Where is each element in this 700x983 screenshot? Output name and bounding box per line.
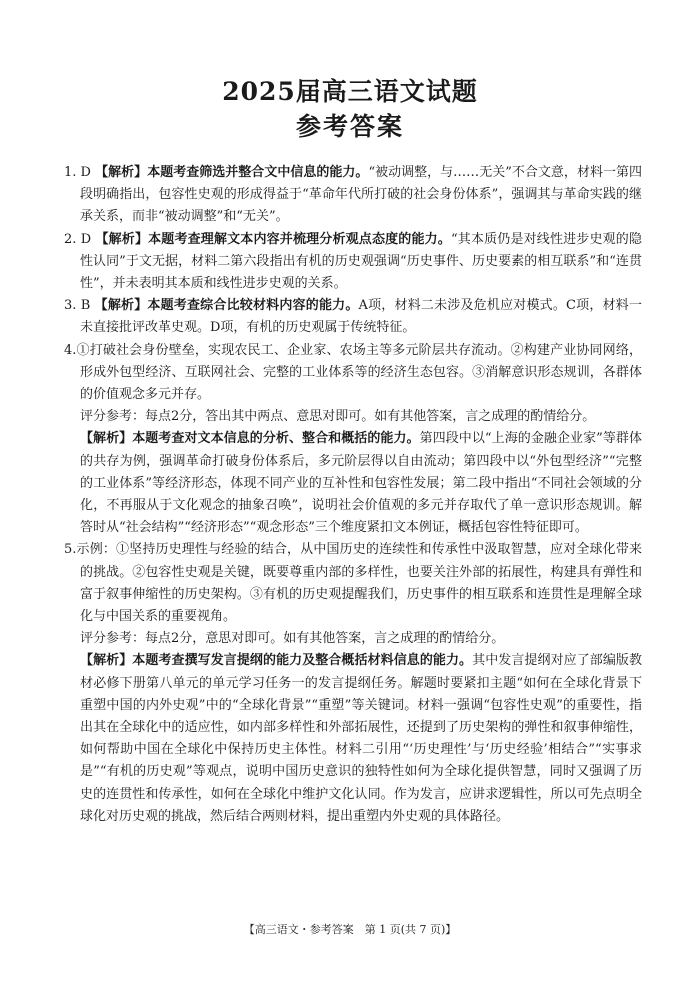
scoring-note-5: 评分参考：每点2分，意思对即可。如有其他答案，言之成理的酌情给分。 (80, 631, 505, 647)
page-subtitle: 参考答案 (295, 112, 404, 141)
answer-number: 2. D (64, 231, 92, 247)
answer-item-2 (64, 229, 642, 296)
analysis-text: 第四段中以“上海的金融企业家”等群体的共存为例，强调革命打破身份体系后，多元阶层得以自由流动；第四段中以“外包型经济”“完整的工业体系”等经济形态，体现不同产业的互补性和包容性发展；第二段中指出“不同社会领域的分化，不再服从于文化观念的抽象召唤”，说明社会价值观的多元并存取代了单一意识形态规训。解答时从“社会结构”“经济形态”“观念形态”三个维度紧扣文本例证，概括包容性特征即可。 (80, 431, 642, 536)
analysis-text: “被动调整，与……无关”不合文意，材料一第四段明确指出，包容性史观的形成得益于“革命年代所打破的社会身份体系”，强调其与革命实践的继承关系，而非“被动调整”和“无关”。 (80, 165, 642, 225)
answer-number: 5. (64, 542, 77, 558)
analysis-lead: 本题考查理解文本内容并梳理分析观点态度的能力。 (148, 231, 451, 247)
answer-number: 3. B (64, 298, 91, 314)
analysis-lead: 本题考查撰写发言提纲的能力及整合概括材料信息的能力。 (132, 653, 473, 669)
analysis-tag: 【解析】 (94, 298, 148, 314)
answer-item-4 (64, 340, 642, 407)
analysis-4 (64, 428, 642, 539)
analysis-lead: 本题考查综合比较材料内容的能力。 (147, 298, 359, 314)
answer-content (64, 162, 642, 828)
analysis-text: “其本质仍是对线性进步史观的隐性认同”于文无据，材料二第六段指出有机的历史观强调“历史事件、历史要素的相互联系”和“连贯性”，并未表明其本质和线性进步史观的关系。 (80, 231, 642, 292)
analysis-5 (64, 650, 642, 828)
analysis-lead: 本题考查筛选并整合文中信息的能力。 (147, 165, 369, 180)
analysis-tag: 【解析】 (80, 431, 133, 447)
analysis-lead: 本题考查对文本信息的分析、整合和概括的能力。 (132, 431, 420, 447)
scoring-note-4: 评分参考：每点2分，答出其中两点、意思对即可。如有其他答案，言之成理的酌情给分。 (80, 409, 596, 425)
answer-number: 4. (64, 342, 77, 358)
analysis-tag: 【解析】 (80, 653, 133, 669)
answer-text: ①打破社会身份壁垒，实现农民工、企业家、农场主等多元阶层共存流动。②构建产业协同网络，形成外包型经济、互联网社会、完整的工业体系等的经济生态包容。③消解意识形态规训，各群体的价值观念多元并存。 (76, 342, 642, 403)
answer-number: 1. D (64, 165, 91, 180)
answer-item-3 (64, 295, 642, 339)
answer-item-5 (64, 539, 642, 628)
analysis-tag: 【解析】 (95, 231, 149, 247)
page-title: 2025届高三语文试题 (222, 77, 478, 106)
answer-text: 示例：①坚持历史理性与经验的结合，从中国历史的连续性和传承性中汲取智慧，应对全球化带来的挑战。②包容性史观是关键，既要尊重内部的多样性，也要关注外部的拓展性，构建具有弹性和富于叙事伸缩性的历史架构。③有机的历史观提醒我们，历史事件的相互联系和连贯性是理解全球化与中国关系的重要视角。 (76, 542, 642, 625)
analysis-text: 其中发言提纲对应了部编版教材必修下册第八单元的单元学习任务一的发言提纲任务。解题时要紧扣主题“如何在全球化背景下重塑中国的内外史观”中的“全球化背景”“重塑”等关键词。材料一强调“包容性史观”的重要性，指出其在全球化中的适应性，如内部多样性和外部拓展性，还提到了历史架构的弹性和叙事伸缩性，如何帮助中国在全球化中保持历史主体性。材料二引用“‘历史理性’与‘历史经验’相结合”“实事求是”“有机的历史观”等观点，说明中国历史意识的独特性如何为全球化提供智慧，同时又强调了历史的连贯性和传承性，如何在全球化中维护文化认同。作为发言，应讲求逻辑性，所以可先点明全球化对历史观的挑战，然后结合两则材料，提出重塑内外史观的具体路径。 (80, 653, 642, 824)
analysis-text: A项，材料二未涉及危机应对模式。C项，材料一未直接批评改革史观。D项，有机的历史观属于传统特征。 (80, 298, 642, 336)
analysis-tag: 【解析】 (95, 165, 148, 180)
page-footer: 【高三语文・参考答案 第 1 页(共 7 页)】 (243, 923, 457, 936)
answer-item-1 (64, 162, 642, 229)
